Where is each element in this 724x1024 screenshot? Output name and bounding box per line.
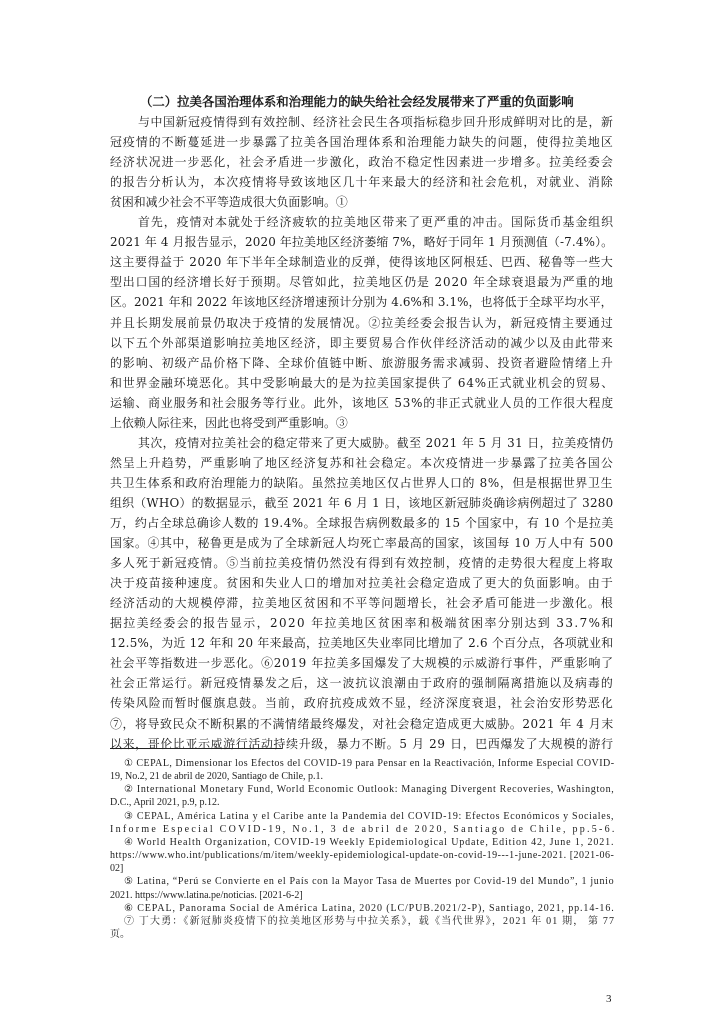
body-line: 运输、商业服务和社会服务等行业。此外，该地区 53%的非正式就业人员的工作很大程度 — [110, 395, 614, 410]
body-line: 共卫生体系和政府治理能力的缺陷。虽然拉美地区仅占世界人口的 8%，但是根据世界卫生 — [110, 475, 614, 490]
body-line: 万，约占全球总确诊人数的 19.4%。全球报告病例数最多的 15 个国家中，有 10 个是拉美 — [110, 516, 614, 530]
body-line: 以来，哥伦比亚示威游行活动持续升级，暴力不断。5 月 29 日，巴西爆发了大规模的游行 — [110, 736, 614, 751]
body-line: 并且长期发展前景仍取决于疫情的发展情况。②拉美经委会报告认为，新冠疫情主要通过 — [110, 315, 614, 330]
body-line: 经济活动的大规模停滞，拉美地区贫困和不平等问题增长，社会矛盾可能进一步激化。根 — [110, 596, 614, 611]
footnote-line: Informe Especial COVID-19, No.1, 3 de abril de 2020, Santiago de Chile, pp.5-6. — [110, 824, 617, 835]
body-line: 其次，疫情对拉美社会的稳定带来了更大威胁。截至 2021 年 5 月 31 日，拉美疫情仍 — [138, 435, 614, 450]
body-line: 和世界金融环境恶化。其中受影响最大的是为拉美国家提供了 64%正式就业机会的贸易、 — [110, 375, 614, 390]
footnote-line: ④ World Health Organization, COVID-19 Weekly Epidemiological Update, Edition 42, June 1, 2021. — [124, 837, 615, 848]
body-line: 据拉美经委会的报告显示，2020 年拉美地区贫困率和极端贫困率分别达到 33.7%和 — [110, 616, 615, 631]
footnote-line: 2021. https://www.latina.pe/noticias. [2021-6-2] — [110, 890, 303, 901]
body-line: 的影响、初级产品价格下降、全球价值链中断、旅游服务需求减弱、投资者避险情绪上升 — [110, 355, 614, 370]
footnote-line: ⑤ Latina, “Perú se Convierte en el País con la Mayor Tasa de Muertes por Covid-19 del Mundo”, 1 junio — [124, 876, 615, 887]
body-line: 社会正常运行。新冠疫情暴发之后，这一波抗议浪潮由于政府的强制隔离措施以及病毒的 — [110, 676, 614, 691]
page-number: 3 — [606, 993, 612, 1005]
body-line: 12.5%，为近 12 年和 20 年来最高，拉美地区失业率同比增加了 2.6 个百分点，各项就业和 — [110, 636, 614, 651]
body-line: ⑦，将导致民众不断积累的不满情绪最终爆发，对社会稳定造成更大威胁。2021 年 4 月末 — [110, 716, 614, 731]
footnote-line: ① CEPAL, Dimensionar los Efectos del COVID-19 para Pensar en la Reactivación, Informe Especial COVID- — [124, 758, 615, 769]
body-line: 国家。④其中，秘鲁更是成为了全球新冠人均死亡率最高的国家，该国每 10 万人中有 500 — [110, 536, 614, 551]
footnote-separator — [110, 748, 282, 749]
footnote-line: 02] — [110, 863, 124, 874]
body-line: 决于疫苗接种速度。贫困和失业人口的增加对拉美社会稳定造成了更大的负面影响。由于 — [110, 576, 614, 591]
body-line: 冠疫情的不断蔓延进一步暴露了拉美各国治理体系和治理能力缺失的问题，使得拉美地区 — [110, 135, 614, 150]
body-line: 多人死于新冠疫情。⑤当前拉美疫情仍然没有得到有效控制，疫情的走势很大程度上将取 — [110, 556, 614, 571]
body-line: 首先，疫情对本就处于经济疲软的拉美地区带来了更严重的冲击。国际货币基金组织 — [138, 215, 614, 230]
body-line: 的报告分析认为，本次疫情将导致该地区几十年来最大的经济和社会危机，对就业、消除 — [110, 175, 614, 190]
body-line: 社会平等指数进一步恶化。⑥2019 年拉美多国爆发了大规模的示威游行事件，严重影响了 — [110, 656, 614, 671]
body-line: 区。2021 年和 2022 年该地区经济增速预计分别为 4.6%和 3.1%，也将低于全球平均水平， — [110, 295, 613, 310]
body-line: 经济状况进一步恶化，社会矛盾进一步激化，政治不稳定性因素进一步增多。拉美经委会 — [110, 155, 614, 170]
body-line: 与中国新冠疫情得到有效控制、经济社会民生各项指标稳步回升形成鲜明对比的是，新 — [138, 115, 614, 129]
body-line: 然呈上升趋势，严重影响了地区经济复苏和社会稳定。本次疫情进一步暴露了拉美各国公 — [110, 455, 614, 470]
body-line: 以下五个外部渠道影响拉美地区经济，即主要贸易合作伙伴经济活动的减少以及由此带来 — [110, 335, 614, 350]
footnote-line: 19, No.2, 21 de abril de 2020, Santiago de Chile, p.1. — [110, 771, 324, 782]
section-heading: （二）拉美各国治理体系和治理能力的缺失给社会经发展带来了严重的负面影响 — [140, 94, 574, 109]
body-line: 2021 年 4 月报告显示，2020 年拉美地区经济萎缩 7%，略好于同年 1 月预测值（-7.4%）。 — [110, 235, 614, 250]
footnote-line: D.C., April 2021, p.9, p.12. — [110, 797, 220, 808]
footnote-line: ② International Monetary Fund, World Economic Outlook: Managing Divergent Recoveries, Washington, — [124, 784, 615, 795]
footnote-line: ⑦ 丁大勇：《新冠肺炎疫情下的拉美地区形势与中拉关系》，载《当代世界》，2021 年 01 期， 第 77 — [124, 916, 616, 927]
footnote-line: ③ CEPAL, América Latina y el Caribe ante la Pandemia del COVID-19: Efectos Económicos y Sociales, — [124, 811, 615, 822]
body-line: 组织（WHO）的数据显示，截至 2021 年 6 月 1 日，该地区新冠肺炎确诊病例超过了 3280 — [110, 495, 614, 510]
body-line: 这主要得益于 2020 年下半年全球制造业的反弹，使得该地区阿根廷、巴西、秘鲁等一些大 — [110, 255, 614, 270]
footnote-line: ⑥ CEPAL, Panorama Social de América Latina, 2020 (LC/PUB.2021/2-P), Santiago, 2021, pp.14-16. — [124, 903, 615, 914]
footnote-line: https://www.who.int/publications/m/item/weekly-epidemiological-update-on-covid-19---1-june-2021. [2021-06- — [110, 850, 615, 861]
body-line: 贫困和减少社会不平等造成很大负面影响。① — [110, 195, 348, 210]
body-line: 上依赖人际往来，因此也将受到严重影响。③ — [110, 415, 348, 430]
body-line: 型出口国的经济增长好于预期。尽管如此，拉美地区仍是 2020 年全球衰退最为严重的地 — [110, 275, 614, 290]
footnote-line: 页。 — [110, 929, 130, 940]
body-line: 传染风险而暂时偃旗息鼓。当前，政府抗疫成效不显，经济深度衰退，社会治安形势恶化 — [110, 696, 614, 711]
